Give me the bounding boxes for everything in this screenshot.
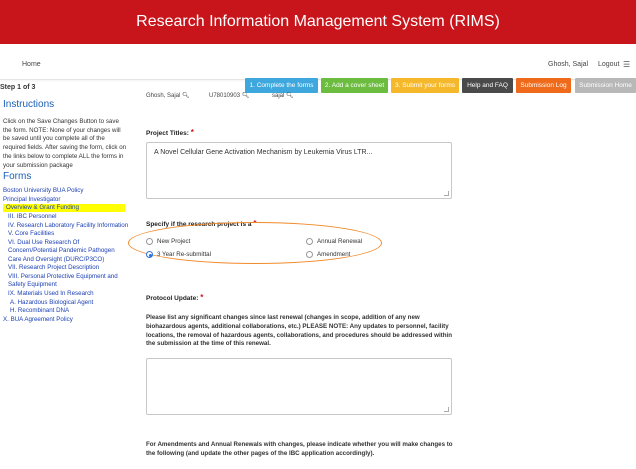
step-indicator: Step 1 of 3: [0, 84, 36, 91]
radio-button[interactable]: [306, 238, 313, 245]
form-link-durc-2[interactable]: Concern/Potential Pandemic Pathogen: [8, 247, 115, 254]
app-title: Research Information Management System (RIMS): [136, 13, 500, 30]
instructions-text: Click on the Save Changes Button to save the form. NOTE: None of your changes will be saved until you complete all of the required fields. After saving the form, click on the links below to complete ALL the forms in your submission package: [3, 118, 127, 169]
radio-annual-renewal[interactable]: Annual Renewal: [306, 238, 362, 245]
amendment-instructions: For Amendments and Annual Renewals with changes, please indicate whether you will make changes to the following (and update the other pages of the IBC application accordingly).: [146, 441, 453, 457]
cut-off-pi-login: sajal 🔍︎: [272, 93, 294, 99]
form-link-materials[interactable]: IX. Materials Used In Research: [8, 290, 94, 297]
complete-forms-button[interactable]: 1. Complete the forms: [245, 78, 318, 93]
protocol-update-label: Protocol Update: *: [146, 293, 204, 302]
form-link-ppe-2[interactable]: Safety Equipment: [8, 281, 57, 288]
form-link-bua-policy[interactable]: Boston University BUA Policy: [3, 187, 84, 194]
radio-button[interactable]: [306, 251, 313, 258]
project-titles-field[interactable]: [146, 142, 452, 199]
project-type-label: Specify if the research project is a *: [146, 219, 257, 228]
cut-off-pi-name: Ghosh, Sajal 🔍︎: [146, 93, 190, 99]
project-titles-value: A Novel Cellular Gene Activation Mechanism by Leukemia Virus LTR...: [154, 149, 373, 156]
required-mark: *: [190, 128, 194, 137]
radio-button-selected[interactable]: [146, 251, 153, 258]
search-icon[interactable]: 🔍︎: [241, 93, 250, 99]
form-link-lab-facility[interactable]: IV. Research Laboratory Facility Information: [8, 221, 129, 229]
resize-grip-icon[interactable]: [444, 407, 449, 412]
submit-forms-button[interactable]: 3. Submit your forms: [391, 78, 459, 93]
form-link-project-description[interactable]: VII. Research Project Description: [8, 264, 100, 271]
search-icon[interactable]: 🔍︎: [286, 93, 294, 99]
form-link-bua-agreement[interactable]: X. BUA Agreement Policy: [3, 315, 73, 323]
search-icon[interactable]: 🔍︎: [182, 93, 190, 99]
resize-grip-icon[interactable]: [444, 191, 449, 196]
submission-log-button[interactable]: Submission Log: [516, 78, 571, 93]
project-titles-label: Project Titles: *: [146, 128, 194, 137]
top-navbar: [0, 44, 636, 80]
radio-amendment[interactable]: Amendment: [306, 251, 350, 258]
form-link-durc-1[interactable]: VI. Dual Use Research Of: [8, 238, 80, 246]
nav-logout-link[interactable]: Logout: [598, 61, 620, 68]
hamburger-icon[interactable]: ☰: [623, 60, 631, 69]
add-cover-sheet-button[interactable]: 2. Add a cover sheet: [321, 78, 388, 93]
protocol-update-instructions: Please list any significant changes since last renewal (changes in scope, addition of any new biohazardous agents, additional collaborations, etc.) PLEASE NOTE: Any updates to personnel, facility locations, the removal of hazardous agents, collaborations, and procedures should be addressed within the submission at the time of this renewal.: [146, 314, 452, 348]
form-link-ibc-personnel[interactable]: III. IBC Personnel: [8, 212, 57, 220]
radio-new-project[interactable]: New Project: [146, 238, 190, 245]
submission-home-button[interactable]: Submission Home: [575, 78, 636, 93]
required-mark: *: [200, 293, 204, 302]
nav-user-name[interactable]: Ghosh, Sajal: [548, 61, 589, 68]
form-link-hazardous-agent[interactable]: A. Hazardous Biological Agent: [10, 298, 94, 306]
form-link-principal-investigator[interactable]: Principal Investigator: [3, 195, 61, 203]
nav-home-link[interactable]: Home: [22, 61, 41, 68]
cut-off-pi-id: U78010903 🔍︎: [209, 93, 250, 99]
radio-3-year-resubmittal[interactable]: 3 Year Re-submittal: [146, 251, 211, 258]
forms-heading: Forms: [3, 171, 32, 182]
required-mark: *: [253, 219, 257, 228]
form-link-core-facilities[interactable]: V. Core Facilities: [8, 230, 55, 237]
help-faq-button[interactable]: Help and FAQ: [462, 78, 513, 93]
radio-button[interactable]: [146, 238, 153, 245]
protocol-update-field[interactable]: [146, 358, 452, 415]
form-link-overview-active[interactable]: Overview & Grant Funding: [3, 204, 125, 212]
app-banner: [0, 0, 636, 44]
instructions-heading: Instructions: [3, 99, 55, 110]
form-link-ppe-1[interactable]: VIII. Personal Protective Equipment and: [8, 272, 118, 280]
form-link-durc-3[interactable]: Care And Oversight (DURC/P3CO): [8, 255, 105, 263]
form-link-recombinant-dna[interactable]: H. Recombinant DNA: [10, 307, 70, 314]
